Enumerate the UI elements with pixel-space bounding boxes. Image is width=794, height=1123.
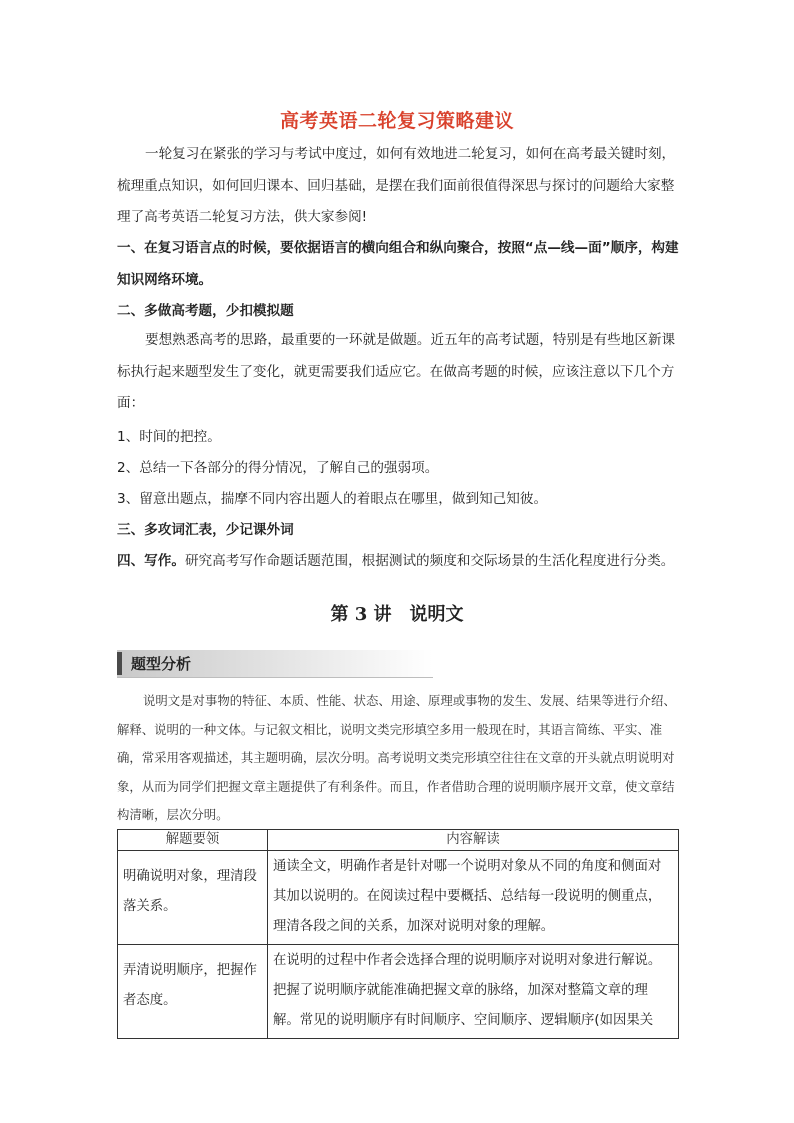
point-4-label: 四、写作。 bbox=[117, 553, 185, 569]
table-cell-key: 弄清说明顺序，把握作者态度。 bbox=[118, 945, 268, 1039]
table-row bbox=[118, 945, 679, 1039]
list-item-question-focus: 3、留意出题点，揣摩不同内容出题人的着眼点在哪里，做到知己知彼。 bbox=[117, 491, 548, 507]
point-1-heading: 一、在复习语言点的时候，要依据语言的横向组合和纵向聚合，按照“点—线—面”顺序，构建知识网络环境。 bbox=[117, 240, 679, 288]
table-header-key: 解题要领 bbox=[118, 830, 268, 851]
list-item-score-summary: 2、总结一下各部分的得分情况，了解自己的强弱项。 bbox=[117, 460, 439, 476]
section-marker-icon bbox=[117, 652, 122, 675]
guide-table bbox=[117, 829, 679, 1039]
lecture-title: 第 3 讲 说明文 bbox=[330, 604, 464, 625]
section-label: 题型分析 bbox=[131, 655, 192, 673]
explanation-paragraph: 说明文是对事物的特征、本质、性能、状态、用途、原理或事物的发生、发展、结果等进行介绍、解释、说明的一种文体。与记叙文相比，说明文类完形填空多用一般现在时，其语言简练、平实、准确，常采用客观描述，其主题明确，层次分明。高考说明文类完形填空往往在文章的开头就点明说明对象，从而为同学们把握文章主题提供了有利条件。而且，作者借助合理的说明顺序展开文章，使文章结构清晰，层次分明。 bbox=[117, 693, 676, 822]
table-cell-detail: 通读全文，明确作者是针对哪一个说明对象从不同的角度和侧面对其加以说明的。在阅读过程中要概括、总结每一段说明的侧重点，理清各段之间的关系，加深对说明对象的理解。 bbox=[268, 851, 679, 945]
point-4-paragraph bbox=[117, 546, 680, 578]
intro-paragraph: 一轮复习在紧张的学习与考试中度过，如何有效地进二轮复习，如何在高考最关键时刻，梳理重点知识，如何回归课本、回归基础，是摆在我们面前很值得深思与探讨的问题给大家整理了高考英语二轮复习方法，供大家参阅! bbox=[117, 146, 676, 225]
point-3-heading: 三、多攻词汇表，少记课外词 bbox=[117, 522, 294, 538]
table-cell-detail: 在说明的过程中作者会选择合理的说明顺序对说明对象进行解说。把握了说明顺序就能准确把握文章的脉络，加深对整篇文章的理解。常见的说明顺序有时间顺序、空间顺序、逻辑顺序(如因果关 bbox=[268, 945, 679, 1039]
list-item-time-control: 1、时间的把控。 bbox=[117, 429, 221, 445]
document-title: 高考英语二轮复习策略建议 bbox=[279, 110, 514, 132]
table-row bbox=[118, 851, 679, 945]
point-2-heading: 二、多做高考题，少扣模拟题 bbox=[117, 303, 294, 319]
point-2-paragraph: 要想熟悉高考的思路，最重要的一环就是做题。近五年的高考试题，特别是有些地区新课标执行起来题型发生了变化，就更需要我们适应它。在做高考题的时候，应该注意以下几个方面： bbox=[117, 332, 676, 411]
section-header-bar bbox=[117, 650, 433, 678]
table-header-detail: 内容解读 bbox=[268, 830, 679, 851]
table-cell-key: 明确说明对象，理清段落关系。 bbox=[118, 851, 268, 945]
point-4-body: 研究高考写作命题话题范围，根据测试的频度和交际场景的生活化程度进行分类。 bbox=[184, 553, 675, 569]
table-header-row bbox=[118, 830, 679, 851]
